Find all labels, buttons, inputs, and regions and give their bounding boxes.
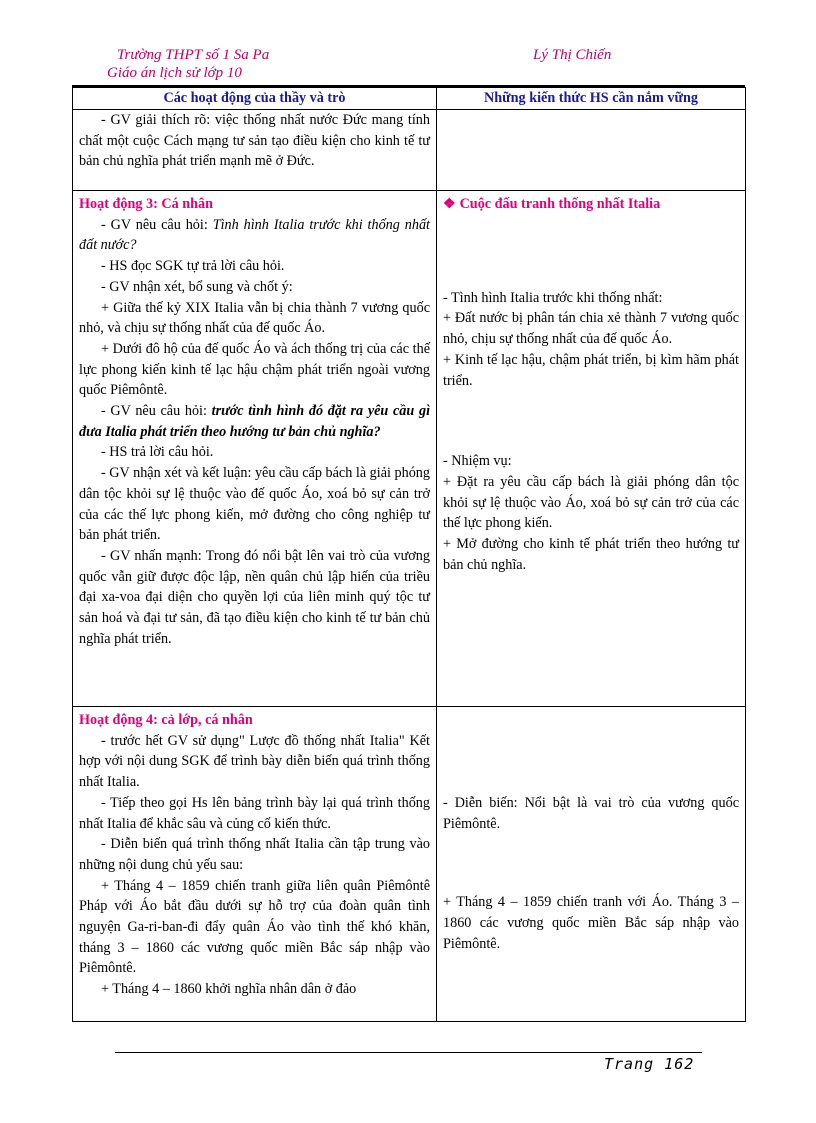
col-header-activities: Các hoạt động của thầy và trò [73, 88, 437, 110]
diamond-bullet-icon: ❖ [443, 197, 456, 212]
row2-line-2: - GV nhận xét, bổ sung và chốt ý: [101, 278, 293, 295]
question-2 [79, 401, 430, 442]
row3-right-2: + Tháng 4 – 1859 chiến tranh với Áo. Tháng 3 – 1860 các vương quốc miền Bắc sáp nhập vào Piêmôntê. [443, 894, 739, 952]
row1-left-cell [73, 110, 437, 191]
row3-line-3: - Diễn biến quá trình thống nhất Italia cần tập trung vào những nội dung chủ yếu sau: [79, 836, 430, 873]
row3-line-4: + Tháng 4 – 1859 chiến tranh giữa liên quân Piêmôntê Pháp với Áo bắt đầu dưới sự hỗ trợ của đoàn quân tình nguyện Ga-ri-ban-đi đẩy quân Áo vào tình thế khó khăn, tháng 3 – 1860 các vương quốc miền Bắc sáp nhập vào Piêmôntê. [79, 877, 430, 977]
row3-line-2: - Tiếp theo gọi Hs lên bảng trình bày lại quá trình thống nhất Italia để khắc sâu và củng cố kiến thức. [79, 794, 430, 832]
row2-line-3: + Giữa thế kỷ XIX Italia vẫn bị chia thành 7 vương quốc nhỏ, và chịu sự thống nhất của đế quốc Áo. [79, 299, 430, 337]
row2-right-5: + Đặt ra yêu cầu cấp bách là giải phóng dân tộc khỏi sự lệ thuộc vào Áo, xoá bỏ sự cản trở của các thế lực phong kiến. [443, 473, 739, 532]
question-2-text: trước tình hình đó đặt ra yêu cầu gì đưa Italia phát triển theo hướng tư bản chủ nghĩa? [79, 403, 431, 440]
question-2-lead: - GV nêu câu hỏi: [101, 403, 212, 420]
row2-right-6: + Mở đường cho kinh tế phát triển theo hướng tư bản chủ nghĩa. [443, 536, 739, 573]
row2-right-1: - Tình hình Italia trước khi thống nhất: [443, 289, 663, 306]
row2-right-3: + Kinh tế lạc hậu, chậm phát triển, bị kìm hãm phát triển. [443, 351, 739, 389]
row2-line-1: - HS đọc SGK tự trả lời câu hỏi. [101, 258, 285, 275]
row2-line-5: - HS trả lời câu hỏi. [101, 444, 214, 461]
footer-rule [115, 1052, 702, 1053]
lesson-table [72, 87, 746, 1022]
table-row [73, 110, 746, 191]
header-subject: Giáo án lịch sử lớp 10 [107, 65, 242, 81]
row2-line-6: - GV nhận xét và kết luận: yêu cầu cấp bách là giải phóng dân tộc khỏi sự lệ thuộc vào đế quốc Áo, xoá bỏ sự cản trở của các thế lực phong kiến, mở đường cho công nghiệp tư bản phát triển. [79, 465, 430, 544]
row2-right-4: - Nhiệm vụ: [443, 453, 512, 470]
topic-heading-text: Cuộc đấu tranh thống nhất Italia [459, 196, 661, 212]
row3-right-cell [437, 707, 746, 1022]
activity-3-title: Hoạt động 3: Cá nhân [79, 196, 214, 212]
row2-left-cell [73, 191, 437, 707]
row1-right-cell [437, 110, 746, 191]
table-header-row [73, 88, 746, 110]
question-1 [79, 215, 430, 256]
header-author: Lý Thị Chiến [533, 47, 612, 63]
row1-text: - GV giải thích rõ: việc thống nhất nước Đức mang tính chất một cuộc Cách mạng tư sản tạo điều kiện cho kinh tế tư bản chủ nghĩa phát triển mạnh mẽ ở Đức. [79, 112, 430, 170]
row3-line-5: + Tháng 4 – 1860 khởi nghĩa nhân dân ở đảo [101, 981, 357, 998]
row3-left-cell [73, 707, 437, 1022]
table-row [73, 707, 746, 1022]
question-1-lead: - GV nêu câu hỏi: [101, 216, 213, 233]
table-row [73, 191, 746, 707]
topic-heading [443, 194, 739, 216]
row2-right-cell [437, 191, 746, 707]
row3-line-1: - trước hết GV sử dụng" Lược đồ thống nhất Italia" Kết hợp với nội dung SGK để trình bày diễn biến quá trình thống nhất Italia. [79, 732, 430, 791]
row3-right-1: - Diễn biến: Nổi bật là vai trò của vương quốc Piêmôntê. [443, 795, 739, 832]
header-school: Trường THPT số 1 Sa Pa [117, 47, 270, 63]
row2-line-7: - GV nhấn mạnh: Trong đó nổi bật lên vai trò của vương quốc vẫn giữ được độc lập, nền quân chủ lập hiến của triều đại xa-voa đại diện cho quyền lợi của liên minh quý tộc tư sản hoá và đại tư sản, đã tạo điều kiện cho kinh tế tư bản chủ nghĩa phát triển. [79, 547, 430, 647]
col-header-knowledge: Những kiến thức HS cần nắm vững [437, 88, 746, 110]
activity-4-title: Hoạt động 4: cả lớp, cá nhân [79, 712, 253, 728]
row2-right-2: + Đất nước bị phân tán chia xẻ thành 7 vương quốc nhỏ, chịu sự thống nhất của đế quốc Áo. [443, 310, 739, 348]
page-number: Trang 162 [604, 1055, 695, 1073]
row2-line-4: + Dưới đô hộ của đế quốc Áo và ách thống trị của các thế lực phong kiến kinh tế lạc hậu chậm phát triển ngoài vương quốc Piêmôntê. [79, 340, 430, 399]
question-1-text: Tình hình Italia trước khi thống nhất đất nước? [79, 216, 430, 254]
